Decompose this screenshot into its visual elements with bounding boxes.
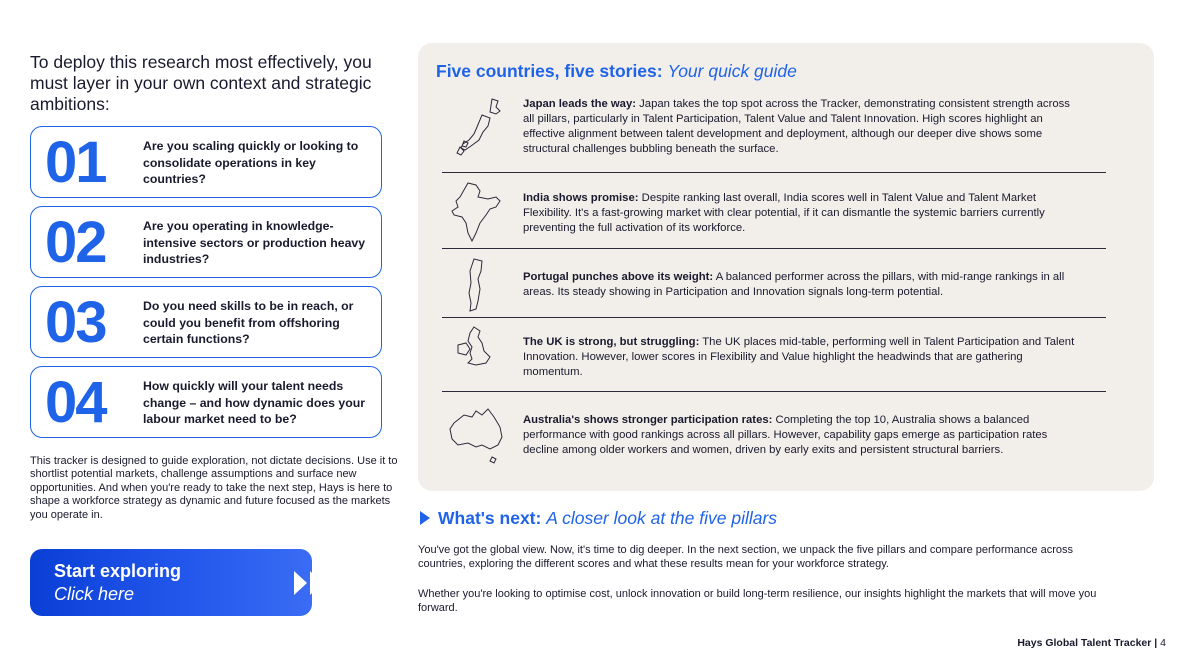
tracker-description: This tracker is designed to guide exploration, not dictate decisions. Use it to shortlist potential markets, challenge assumptions and surface new opportunities. And when you're ready to take the next step, Hays is here to shape a workforce strategy as dynamic and future focused as the markets you operate in. xyxy=(30,455,398,521)
question-number: 03 xyxy=(45,290,106,355)
question-text: How quickly will your talent needs change – and how dynamic does your labour market need to be? xyxy=(143,379,366,426)
country-guide-panel xyxy=(418,43,1154,491)
footer-separator: | xyxy=(1154,637,1158,649)
question-number: 02 xyxy=(45,210,106,275)
panel-title-italic: Your quick guide xyxy=(667,61,797,81)
next-paragraph-2: Whether you're looking to optimise cost, unlock innovation or build long-term resilience, our insights highlight the markets that will move you forward. xyxy=(418,588,1097,614)
page-number: 4 xyxy=(1160,637,1166,649)
divider xyxy=(442,248,1106,249)
country-japan: Japan leads the way: Japan takes the top spot across the Tracker, demonstrating consistent strength across all pillars, particularly in Talent Participation, Talent Value and Talent Innovation. High scores highlight an effective alignment between talent development and deployment, although our deeper dive shows some structural challenges bubbling beneath the surface. xyxy=(523,98,1070,155)
portugal-map-icon xyxy=(434,255,514,315)
question-card-3 xyxy=(30,286,382,358)
fast-forward-icon xyxy=(292,569,312,597)
question-text: Are you scaling quickly or looking to consolidate operations in key countries? xyxy=(143,139,359,186)
intro-heading: To deploy this research most effectively, you must layer in your own context and strategic ambitions: xyxy=(30,52,372,114)
panel-title-bold: Five countries, five stories: xyxy=(436,61,663,81)
australia-map-icon xyxy=(434,401,514,467)
country-portugal: Portugal punches above its weight: A balanced performer across the pillars, with mid-range rankings in all areas. Its steady showing in Participation and Innovation signals long-term potential. xyxy=(523,271,1065,298)
cta-sublabel: Click here xyxy=(54,584,135,604)
question-number: 04 xyxy=(45,370,106,435)
caret-right-icon xyxy=(420,511,430,525)
india-map-icon xyxy=(434,179,514,245)
question-card-2 xyxy=(30,206,382,278)
whats-next-title: What's next: A closer look at the five pillars xyxy=(438,508,778,528)
question-text: Do you need skills to be in reach, or could you benefit from offshoring certain functions? xyxy=(143,299,354,346)
start-exploring-button[interactable] xyxy=(30,549,312,616)
question-card-4 xyxy=(30,366,382,438)
question-number: 01 xyxy=(45,130,106,195)
next-paragraph-1: You've got the global view. Now, it's time to dig deeper. In the next section, we unpack the five pillars and compare performance across countries, exploring the different scores and what these results mean for your workforce strategy. xyxy=(418,544,1073,570)
country-uk: The UK is strong, but struggling: The UK places mid-table, performing well in Talent Participation and Talent Innovation. However, lower scores in Flexibility and Value highlight the headwinds that are gathering momentum. xyxy=(523,336,1075,378)
divider xyxy=(442,317,1106,318)
cta-label: Start exploring xyxy=(54,561,182,581)
country-india: India shows promise: Despite ranking last overall, India scores well in Talent Value and Talent Market Flexibility. It's a fast-growing market with clear potential, if it can dismantle the systemic barriers currently preventing the full activation of its workforce. xyxy=(523,192,1045,234)
divider xyxy=(442,172,1106,173)
uk-map-icon xyxy=(434,323,514,385)
divider xyxy=(442,391,1106,392)
japan-map-icon xyxy=(434,93,514,163)
question-card-1 xyxy=(30,126,382,198)
footer-brand: Hays Global Talent Tracker xyxy=(1017,637,1152,649)
question-text: Are you operating in knowledge-intensive sectors or production heavy industries? xyxy=(143,219,366,266)
country-australia: Australia's shows stronger participation rates: Completing the top 10, Australia shows a balanced performance with good rankings across all pillars. However, capability gaps emerge as participation rates decline among older workers and women, driven by early exits and persistent structural barriers. xyxy=(523,414,1048,456)
panel-title xyxy=(436,61,797,82)
footer xyxy=(1017,637,1166,649)
